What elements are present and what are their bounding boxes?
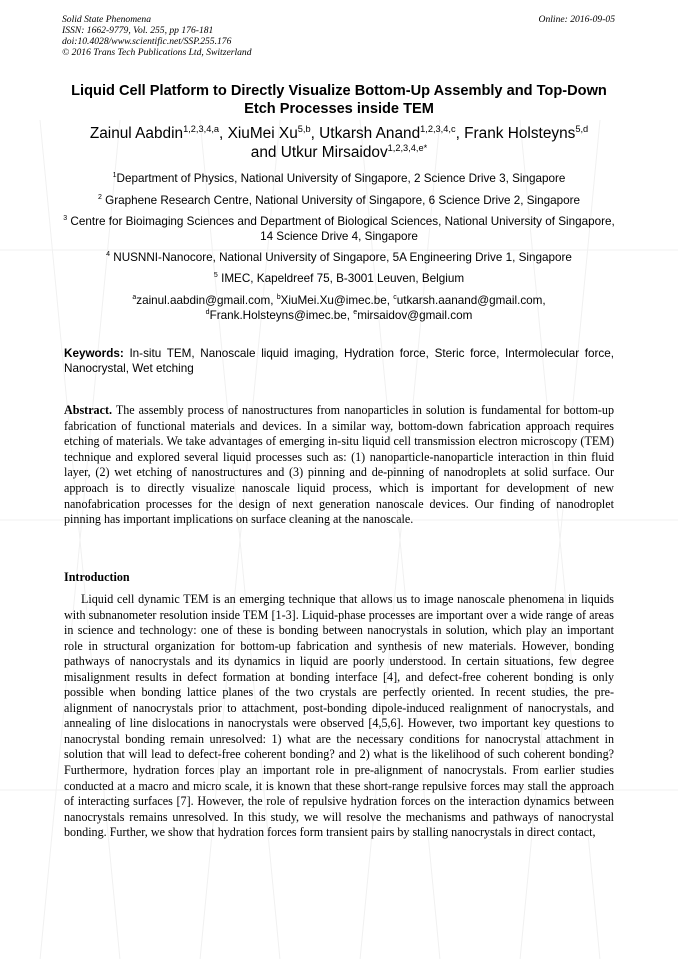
section-heading-introduction: Introduction [64,570,130,584]
email: $^c$utkarsh.aanand@gmail.com [393,294,543,307]
journal-doi: doi:10.4028/www.scientific.net/SSP.255.176 [62,36,232,47]
journal-header [62,14,252,58]
abstract [64,403,614,528]
affiliation: $^1$Department of Physics, National University of Singapore, 2 Science Drive 3, Singapore [112,172,566,185]
affiliation: $^5$ IMEC, Kapeldreef 75, B-3001 Leuven, Belgium [213,272,465,285]
author-emails: $^a$zainul.aabdin@gmail.com, $^b$XiuMei.Xu@imec.be, $^c$utkarsh.aanand@gmail.com, $^d$Frank.Holsteyns@imec.be, $^e$mirsaidov@gmail.com [132,294,546,322]
author: Utkur Mirsaidov$^{1,2,3,4,e*}$ [280,142,428,161]
journal-name: Solid State Phenomena [62,14,151,25]
author: Zainul Aabdin$^{1,2,3,4,a}$ [89,123,220,142]
email: $^e$mirsaidov@gmail.com [353,308,473,322]
journal-issn: ISSN: 1662-9779, Vol. 255, pp 176-181 [62,25,214,36]
paper-title: Liquid Cell Platform to Directly Visualize Bottom-Up Assembly and Top-Down Etch Processes inside TEM [71,83,607,117]
author-list: Zainul Aabdin$^{1,2,3,4,a}$, XiuMei Xu$^{5,b}$, Utkarsh Anand$^{1,2,3,4,c}$, Frank Holsteyns$^{5,d}$ and Utkur Mirsaidov$^{1,2,3,4,e*}$ [89,123,589,161]
author: XiuMei Xu$^{5,b}$ [227,123,311,142]
abstract-label: Abstract. [64,403,113,417]
keywords [64,347,614,376]
abstract-text: The assembly process of nanostructures from nanoparticles in solution is fundamental for bottom-up fabrication of functional materials and devices. In a similar way, bottom-down fabrication approach requires etching of materials. We take advantages of emerging in-situ liquid cell transmission electron microscopy (TEM) technique and explored several liquid processes such as: (1) nanoparticle-nanoparticle interaction in thin fluid layer, (2) wet etching of nanostructures and (3) pinning and de-pinning of nanodroplets at solid surface. Our approach is to directly visualize nanoscale liquid process, which is important for development of new nanofabrication processes for the design of next generation nanoscale devices. Our finding of nanodroplet pinning has important implications on surface cleaning at the nanoscale. [64,403,614,527]
keywords-text: In-situ TEM, Nanoscale liquid imaging, Hydration force, Steric force, Intermolecular force, Nanocrystal, Wet etching [64,347,614,375]
affiliation: $^4$ NUSNNI-Nanocore, National University of Singapore, 5A Engineering Drive 1, Singapore [106,251,572,264]
introduction-paragraph: Liquid cell dynamic TEM is an emerging technique that allows us to image nanoscale phenomena in liquids with subnanometer resolution inside TEM [1-3]. Liquid-phase processes are important over a wide range of areas in science and technology: one of these is bonding between nanocrystals in solution, which play an important role in structural organization for bottom-up fabrication and synthesis of new materials. However, bonding pathways of nanocrystals and its dynamics in liquid are poorly understood. In certain situations, few degree misalignment results in defect formation at bonding interface [4], and defect-free coherent bonding is only possible when bonding lattice planes of the two crystals are perfectly oriented. In recent studies, the pre-alignment of nanocrystals prior to attachment, post-bonding dipole-induced realignment of nanocrystals, and annealing of line dislocations in nanocrystals were observed [4,5,6]. However, two important key questions to nanocrystal bonding remain unresolved: 1) what are the necessary conditions for nanocrystal attachment in solution that will lead to defect-free coherent bonding? and 2) what is the likelihood of such coherent bonding? Furthermore, hydration forces play an important role in pre-alignment of nanocrystals. From earlier studies conducted at a macro and micro scale, it is known that these short-range repulsive forces may stall the approach of interacting surfaces [7]. However, the role of repulsive hydration forces on the interaction dynamics between nanocrystals remains unresolved. In this study, we will resolve the mechanisms and pathways of nanocrystal bonding. Further, we show that hydration forces form transient pairs by stalling nanocrystals in direct contact, [64,592,614,840]
email: $^b$XiuMei.Xu@imec.be [276,294,387,307]
email: $^d$Frank.Holsteyns@imec.be [205,308,347,322]
online-date: Online: 2016-09-05 [538,14,615,25]
keywords-label: Keywords: [64,347,124,360]
author: Utkarsh Anand$^{1,2,3,4,c}$ [319,123,456,142]
affiliation: $^2$ Graphene Research Centre, National University of Singapore, 6 Science Drive 2, Singapore [97,194,581,207]
journal-copyright: © 2016 Trans Tech Publications Ltd, Switzerland [62,47,252,58]
email: $^a$zainul.aabdin@gmail.com [132,294,271,307]
author: Frank Holsteyns$^{5,d}$ [464,123,589,142]
affiliation: $^3$ Centre for Bioimaging Sciences and Department of Biological Sciences, National University of Singapore, 14 Science Drive 4, Singapore [63,215,615,243]
